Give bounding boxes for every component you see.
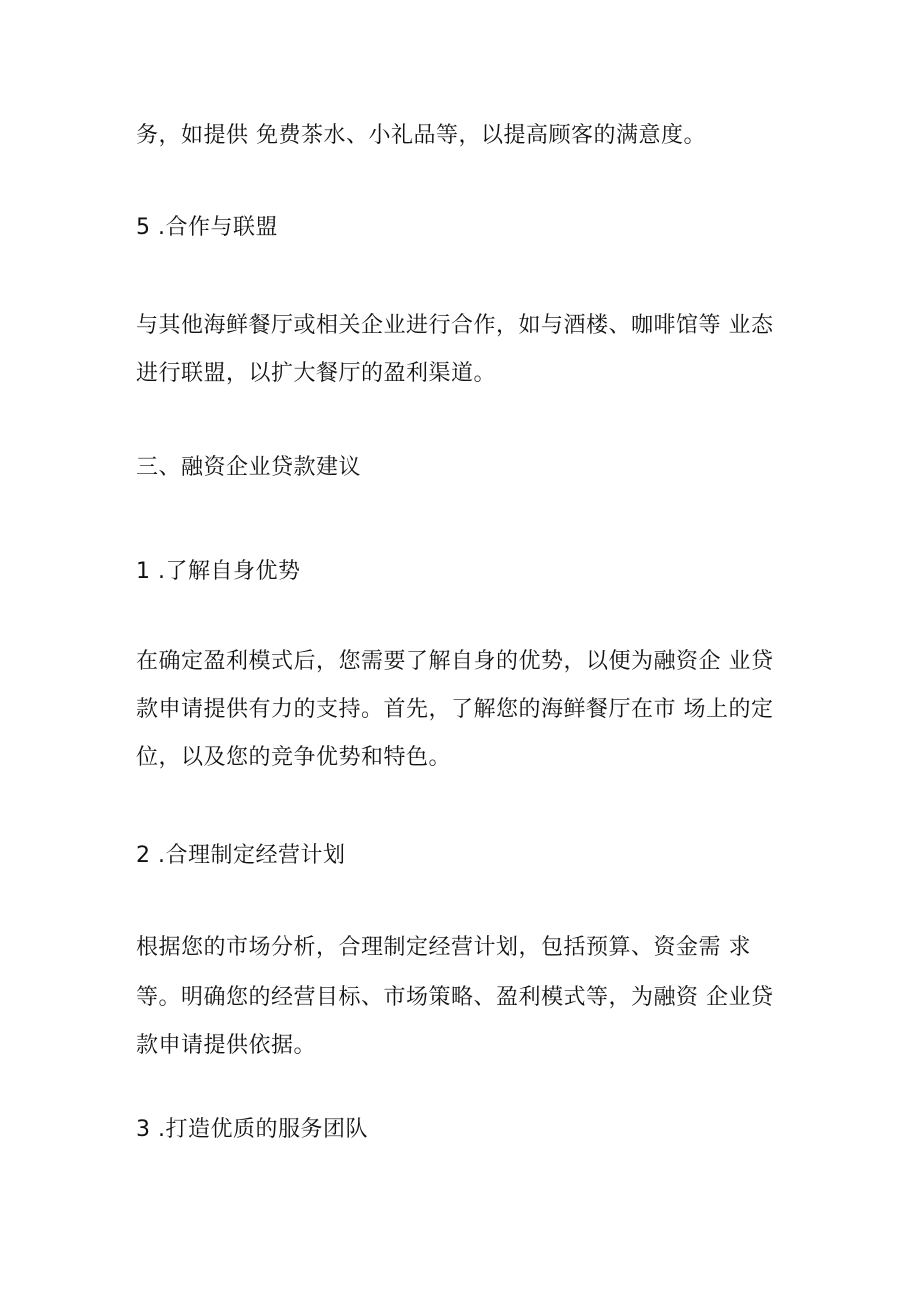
section-heading: 2 .合理制定经营计划 xyxy=(136,843,346,868)
paragraph-line: 根据您的市场分析，合理制定经营计划，包括预算、资金需 求 xyxy=(136,935,751,960)
paragraph-line: 与其他海鲜餐厅或相关企业进行合作，如与酒楼、咖啡馆等 业态 xyxy=(136,313,774,338)
paragraph-line: 款申请提供依据。 xyxy=(136,1033,317,1058)
paragraph-line: 在确定盈利模式后，您需要了解自身的优势，以便为融资企 业贷 xyxy=(136,649,774,674)
section-heading: 3 .打造优质的服务团队 xyxy=(136,1117,368,1142)
section-heading: 5 .合作与联盟 xyxy=(136,215,278,240)
paragraph-line: 款申请提供有力的支持。首先，了解您的海鲜餐厅在市 场上的定 xyxy=(136,697,774,722)
paragraph-line: 位，以及您的竞争优势和特色。 xyxy=(136,745,452,770)
paragraph-line: 进行联盟，以扩大餐厅的盈利渠道。 xyxy=(136,361,497,386)
paragraph-line: 务，如提供 免费茶水、小礼品等，以提高顾客的满意度。 xyxy=(136,123,706,148)
section-heading: 1 .了解自身优势 xyxy=(136,559,301,584)
chapter-heading: 三、融资企业贷款建议 xyxy=(136,455,362,480)
paragraph-line: 等。明确您的经营目标、市场策略、盈利模式等，为融资 企业贷 xyxy=(136,985,774,1010)
